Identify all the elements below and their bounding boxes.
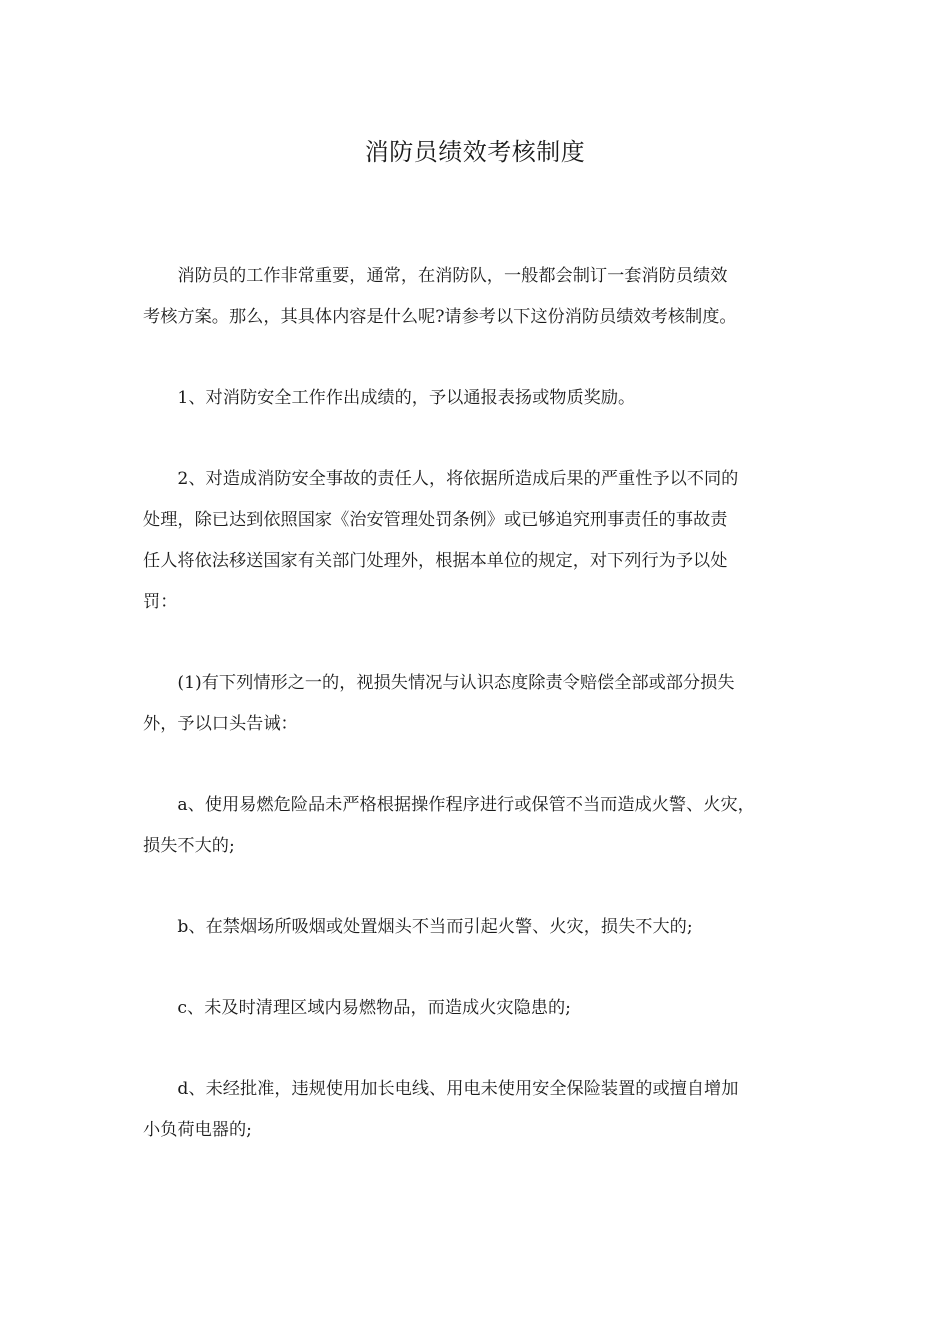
paragraph-line: c、未及时清理区域内易燃物品，而造成火灾隐患的; [177, 998, 571, 1018]
paragraph-item-1 [143, 378, 817, 419]
paragraph-line: 处理，除已达到依照国家《治安管理处罚条例》或已够追究刑事责任的事故责 [143, 510, 728, 530]
paragraph-clause-b [143, 907, 817, 948]
paragraph-clause-d [143, 1069, 817, 1151]
paragraph-line: (1)有下列情形之一的，视损失情况与认识态度除责令赔偿全部或部分损失 [177, 673, 735, 693]
paragraph-line: 罚： [143, 592, 178, 612]
paragraph-clause-a [143, 785, 817, 867]
paragraph-item-2 [143, 459, 817, 623]
document-body [143, 256, 817, 1191]
paragraph-line: 损失不大的; [143, 836, 235, 856]
paragraph-line: 考核方案。那么，其具体内容是什么呢?请参考以下这份消防员绩效考核制度。 [143, 307, 737, 327]
paragraph-line: 小负荷电器的; [143, 1120, 252, 1140]
paragraph-line: 外，予以口头告诫： [143, 714, 298, 734]
paragraph-clause-c [143, 988, 817, 1029]
paragraph-intro [143, 256, 817, 338]
paragraph-line: d、未经批准，违规使用加长电线、用电未使用安全保险装置的或擅自增加 [177, 1079, 739, 1099]
paragraph-line: b、在禁烟场所吸烟或处置烟头不当而引起火警、火灾，损失不大的; [177, 917, 693, 937]
paragraph-line: 1、对消防安全工作作出成绩的，予以通报表扬或物质奖励。 [177, 388, 636, 408]
paragraph-subitem-1 [143, 663, 817, 745]
paragraph-line: 消防员的工作非常重要，通常，在消防队，一般都会制订一套消防员绩效 [177, 266, 728, 286]
paragraph-line: a、使用易燃危险品未严格根据操作程序进行或保管不当而造成火警、火灾， [177, 795, 755, 815]
document-title: 消防员绩效考核制度 [364, 138, 586, 166]
paragraph-line: 2、对造成消防安全事故的责任人，将依据所造成后果的严重性予以不同的 [177, 469, 739, 489]
paragraph-line: 任人将依法移送国家有关部门处理外，根据本单位的规定，对下列行为予以处 [143, 551, 728, 571]
